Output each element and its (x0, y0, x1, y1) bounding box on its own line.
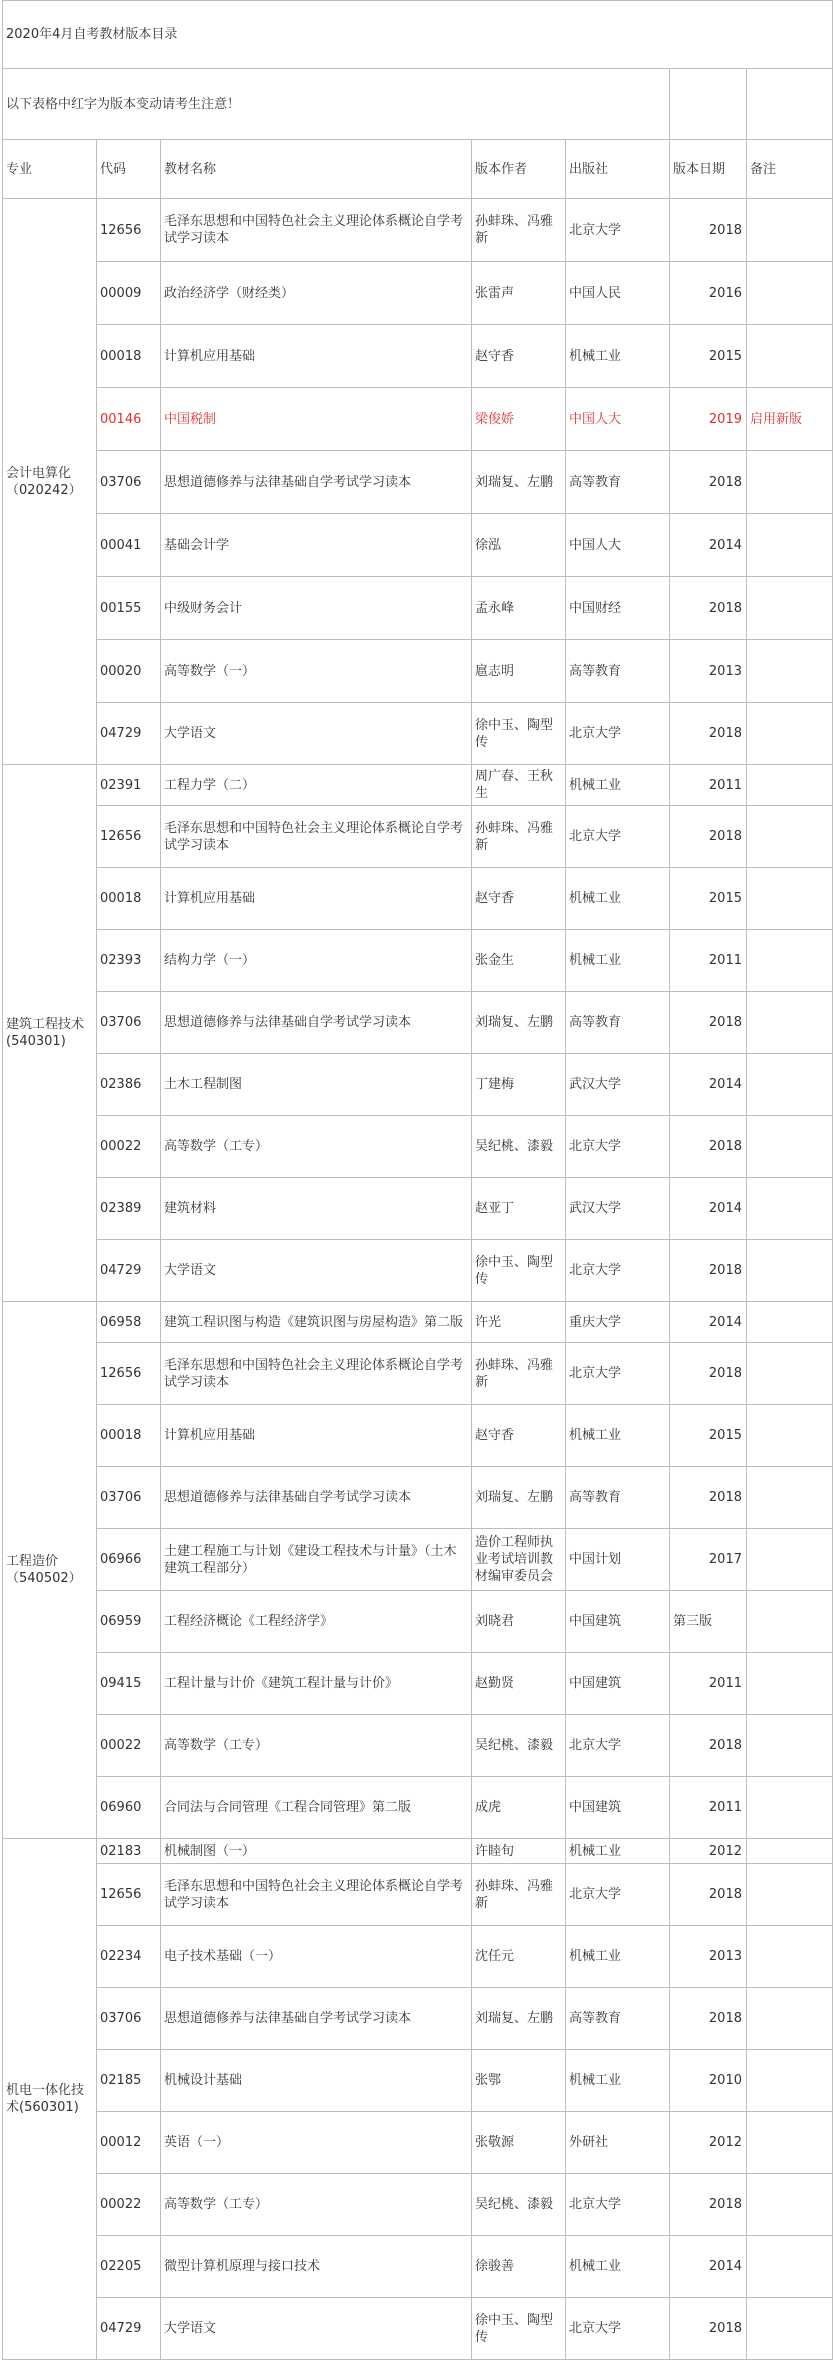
publisher-cell: 中国建筑 (566, 1653, 670, 1715)
date-cell: 2018 (670, 1467, 747, 1529)
note-cell (747, 765, 833, 806)
note-cell (747, 2112, 833, 2174)
header-author: 版本作者 (472, 140, 566, 199)
table-row (3, 930, 833, 992)
code-cell: 02393 (97, 930, 161, 992)
date-cell: 2013 (670, 640, 747, 703)
table-row (3, 1988, 833, 2050)
date-cell: 2010 (670, 2050, 747, 2112)
author-cell: 徐中玉、陶型传 (472, 1240, 566, 1302)
author-cell: 刘晓君 (472, 1591, 566, 1653)
code-cell: 00022 (97, 2174, 161, 2236)
publisher-cell: 北京大学 (566, 2298, 670, 2360)
table-row (3, 325, 833, 388)
author-cell: 徐骏善 (472, 2236, 566, 2298)
book-name-cell: 建筑材料 (161, 1178, 472, 1240)
publisher-cell: 高等教育 (566, 640, 670, 703)
publisher-cell: 外研社 (566, 2112, 670, 2174)
book-name-cell: 毛泽东思想和中国特色社会主义理论体系概论自学考试学习读本 (161, 1864, 472, 1926)
note-cell (747, 1864, 833, 1926)
publisher-cell: 机械工业 (566, 1405, 670, 1467)
date-cell: 2018 (670, 992, 747, 1054)
note-cell (747, 2298, 833, 2360)
author-cell: 赵守香 (472, 1405, 566, 1467)
book-name-cell: 中级财务会计 (161, 577, 472, 640)
book-name-cell: 工程经济概论《工程经济学》 (161, 1591, 472, 1653)
code-cell: 00009 (97, 262, 161, 325)
table-row (3, 2236, 833, 2298)
book-name-cell: 结构力学（一） (161, 930, 472, 992)
code-cell: 03706 (97, 451, 161, 514)
code-cell: 04729 (97, 1240, 161, 1302)
code-cell: 06960 (97, 1777, 161, 1839)
publisher-cell: 北京大学 (566, 1343, 670, 1405)
note-cell (747, 868, 833, 930)
book-name-cell: 思想道德修养与法律基础自学考试学习读本 (161, 1988, 472, 2050)
note-cell (747, 2236, 833, 2298)
code-cell: 00018 (97, 1405, 161, 1467)
author-cell: 徐泓 (472, 514, 566, 577)
note-cell: 启用新版 (747, 388, 833, 451)
note-cell (747, 262, 833, 325)
code-cell: 00022 (97, 1715, 161, 1777)
publisher-cell: 重庆大学 (566, 1302, 670, 1343)
note-cell (747, 199, 833, 262)
code-cell: 03706 (97, 1467, 161, 1529)
author-cell: 刘瑞复、左鹏 (472, 1467, 566, 1529)
note-cell (747, 2050, 833, 2112)
header-row (3, 140, 833, 199)
header-major: 专业 (3, 140, 97, 199)
date-cell: 2014 (670, 1178, 747, 1240)
date-cell: 第三版 (670, 1591, 747, 1653)
author-cell: 孙蚌珠、冯雅新 (472, 1864, 566, 1926)
note-cell (747, 703, 833, 765)
code-cell: 00018 (97, 325, 161, 388)
publisher-cell: 机械工业 (566, 2050, 670, 2112)
author-cell: 孙蚌珠、冯雅新 (472, 806, 566, 868)
date-cell: 2017 (670, 1529, 747, 1591)
code-cell: 06958 (97, 1302, 161, 1343)
date-cell: 2014 (670, 514, 747, 577)
author-cell: 成虎 (472, 1777, 566, 1839)
author-cell: 孙蚌珠、冯雅新 (472, 199, 566, 262)
table-row (3, 451, 833, 514)
note-cell (747, 806, 833, 868)
book-name-cell: 计算机应用基础 (161, 325, 472, 388)
note-cell (747, 1591, 833, 1653)
code-cell: 12656 (97, 806, 161, 868)
author-cell: 吴纪桃、漆毅 (472, 1715, 566, 1777)
date-cell: 2013 (670, 1926, 747, 1988)
publisher-cell: 高等教育 (566, 1467, 670, 1529)
code-cell: 06966 (97, 1529, 161, 1591)
code-cell: 12656 (97, 1864, 161, 1926)
table-row (3, 2174, 833, 2236)
author-cell: 张敬源 (472, 2112, 566, 2174)
table-row (3, 806, 833, 868)
date-cell: 2018 (670, 1116, 747, 1178)
note-cell (747, 577, 833, 640)
table-row (3, 1302, 833, 1343)
publisher-cell: 武汉大学 (566, 1054, 670, 1116)
note-cell (747, 1715, 833, 1777)
book-name-cell: 电子技术基础（一） (161, 1926, 472, 1988)
note-cell (747, 640, 833, 703)
code-cell: 03706 (97, 992, 161, 1054)
code-cell: 09415 (97, 1653, 161, 1715)
date-cell: 2018 (670, 1988, 747, 2050)
date-cell: 2014 (670, 1302, 747, 1343)
table-row (3, 388, 833, 451)
book-name-cell: 毛泽东思想和中国特色社会主义理论体系概论自学考试学习读本 (161, 806, 472, 868)
author-cell: 张金生 (472, 930, 566, 992)
book-name-cell: 政治经济学（财经类） (161, 262, 472, 325)
table-row (3, 1653, 833, 1715)
table-row (3, 2050, 833, 2112)
note-cell (747, 1467, 833, 1529)
book-name-cell: 合同法与合同管理《工程合同管理》第二版 (161, 1777, 472, 1839)
author-cell: 吴纪桃、漆毅 (472, 1116, 566, 1178)
book-name-cell: 毛泽东思想和中国特色社会主义理论体系概论自学考试学习读本 (161, 199, 472, 262)
publisher-cell: 机械工业 (566, 325, 670, 388)
code-cell: 00041 (97, 514, 161, 577)
date-cell: 2018 (670, 199, 747, 262)
note-cell (747, 1178, 833, 1240)
book-name-cell: 土木工程制图 (161, 1054, 472, 1116)
publisher-cell: 机械工业 (566, 1926, 670, 1988)
book-name-cell: 毛泽东思想和中国特色社会主义理论体系概论自学考试学习读本 (161, 1343, 472, 1405)
author-cell: 刘瑞复、左鹏 (472, 1988, 566, 2050)
publisher-cell: 机械工业 (566, 930, 670, 992)
author-cell: 徐中玉、陶型传 (472, 2298, 566, 2360)
publisher-cell: 机械工业 (566, 868, 670, 930)
code-cell: 02391 (97, 765, 161, 806)
author-cell: 吴纪桃、漆毅 (472, 2174, 566, 2236)
publisher-cell: 北京大学 (566, 2174, 670, 2236)
publisher-cell: 北京大学 (566, 1116, 670, 1178)
publisher-cell: 中国财经 (566, 577, 670, 640)
note-cell (747, 1839, 833, 1864)
date-cell: 2018 (670, 2298, 747, 2360)
publisher-cell: 北京大学 (566, 806, 670, 868)
publisher-cell: 机械工业 (566, 765, 670, 806)
book-name-cell: 高等数学（一） (161, 640, 472, 703)
code-cell: 00012 (97, 2112, 161, 2174)
table-row (3, 1591, 833, 1653)
book-name-cell: 计算机应用基础 (161, 868, 472, 930)
note-cell (747, 992, 833, 1054)
table-row (3, 199, 833, 262)
date-cell: 2011 (670, 1777, 747, 1839)
table-row (3, 1529, 833, 1591)
table-row (3, 1777, 833, 1839)
major-name-cell: 机电一体化技术(560301) (3, 1839, 97, 2360)
book-name-cell: 思想道德修养与法律基础自学考试学习读本 (161, 451, 472, 514)
book-name-cell: 思想道德修养与法律基础自学考试学习读本 (161, 1467, 472, 1529)
table-row (3, 2112, 833, 2174)
code-cell: 00155 (97, 577, 161, 640)
note-cell (747, 1926, 833, 1988)
date-cell: 2019 (670, 388, 747, 451)
date-cell: 2018 (670, 703, 747, 765)
table-row (3, 1864, 833, 1926)
author-cell: 许光 (472, 1302, 566, 1343)
notice-empty-cell (670, 69, 747, 140)
author-cell: 许睦旬 (472, 1839, 566, 1864)
table-row (3, 514, 833, 577)
date-cell: 2015 (670, 1405, 747, 1467)
notice-row (3, 69, 833, 140)
date-cell: 2018 (670, 806, 747, 868)
publisher-cell: 机械工业 (566, 2236, 670, 2298)
publisher-cell: 中国计划 (566, 1529, 670, 1591)
author-cell: 赵亚丁 (472, 1178, 566, 1240)
author-cell: 孙蚌珠、冯雅新 (472, 1343, 566, 1405)
table-row (3, 1467, 833, 1529)
date-cell: 2018 (670, 1715, 747, 1777)
table-row (3, 1926, 833, 1988)
author-cell: 扈志明 (472, 640, 566, 703)
publisher-cell: 中国建筑 (566, 1591, 670, 1653)
author-cell: 周广春、王秋生 (472, 765, 566, 806)
code-cell: 03706 (97, 1988, 161, 2050)
code-cell: 02183 (97, 1839, 161, 1864)
note-cell (747, 1343, 833, 1405)
major-name-cell: 会计电算化（020242） (3, 199, 97, 765)
table-row (3, 1116, 833, 1178)
book-name-cell: 大学语文 (161, 2298, 472, 2360)
publisher-cell: 机械工业 (566, 1839, 670, 1864)
author-cell: 丁建梅 (472, 1054, 566, 1116)
date-cell: 2018 (670, 451, 747, 514)
table-row (3, 703, 833, 765)
date-cell: 2011 (670, 765, 747, 806)
table-row (3, 2298, 833, 2360)
author-cell: 孟永峰 (472, 577, 566, 640)
author-cell: 造价工程师执业考试培训教材编审委员会 (472, 1529, 566, 1591)
publisher-cell: 北京大学 (566, 703, 670, 765)
table-row (3, 1405, 833, 1467)
date-cell: 2018 (670, 2174, 747, 2236)
header-book: 教材名称 (161, 140, 472, 199)
book-name-cell: 建筑工程识图与构造《建筑识图与房屋构造》第二版 (161, 1302, 472, 1343)
note-cell (747, 1116, 833, 1178)
book-name-cell: 机械设计基础 (161, 2050, 472, 2112)
code-cell: 02389 (97, 1178, 161, 1240)
book-name-cell: 英语（一） (161, 2112, 472, 2174)
book-name-cell: 中国税制 (161, 388, 472, 451)
major-name-cell: 建筑工程技术(540301) (3, 765, 97, 1302)
table-row (3, 640, 833, 703)
code-cell: 00020 (97, 640, 161, 703)
publisher-cell: 高等教育 (566, 1988, 670, 2050)
date-cell: 2018 (670, 1240, 747, 1302)
author-cell: 赵守香 (472, 325, 566, 388)
publisher-cell: 北京大学 (566, 1864, 670, 1926)
book-name-cell: 大学语文 (161, 703, 472, 765)
book-name-cell: 计算机应用基础 (161, 1405, 472, 1467)
catalog-title: 2020年4月自考教材版本目录 (3, 1, 833, 69)
publisher-cell: 武汉大学 (566, 1178, 670, 1240)
date-cell: 2018 (670, 1343, 747, 1405)
code-cell: 02185 (97, 2050, 161, 2112)
table-row (3, 1343, 833, 1405)
date-cell: 2012 (670, 1839, 747, 1864)
code-cell: 12656 (97, 1343, 161, 1405)
code-cell: 02386 (97, 1054, 161, 1116)
header-date: 版本日期 (670, 140, 747, 199)
code-cell: 04729 (97, 703, 161, 765)
note-cell (747, 1653, 833, 1715)
table-row (3, 262, 833, 325)
header-note: 备注 (747, 140, 833, 199)
note-cell (747, 451, 833, 514)
note-cell (747, 1302, 833, 1343)
book-name-cell: 工程力学（二） (161, 765, 472, 806)
table-row (3, 1240, 833, 1302)
publisher-cell: 中国人大 (566, 514, 670, 577)
note-cell (747, 930, 833, 992)
author-cell: 张鄂 (472, 2050, 566, 2112)
book-name-cell: 土建工程施工与计划《建设工程技术与计量》（土木建筑工程部分） (161, 1529, 472, 1591)
table-row (3, 1054, 833, 1116)
table-row (3, 1715, 833, 1777)
publisher-cell: 北京大学 (566, 1715, 670, 1777)
notice-empty-cell (747, 69, 833, 140)
author-cell: 刘瑞复、左鹏 (472, 992, 566, 1054)
note-cell (747, 1988, 833, 2050)
major-name-cell: 工程造价（540502） (3, 1302, 97, 1839)
author-cell: 刘瑞复、左鹏 (472, 451, 566, 514)
publisher-cell: 北京大学 (566, 199, 670, 262)
publisher-cell: 北京大学 (566, 1240, 670, 1302)
code-cell: 00146 (97, 388, 161, 451)
publisher-cell: 高等教育 (566, 451, 670, 514)
book-name-cell: 高等数学（工专） (161, 1715, 472, 1777)
book-name-cell: 基础会计学 (161, 514, 472, 577)
book-name-cell: 大学语文 (161, 1240, 472, 1302)
header-publisher: 出版社 (566, 140, 670, 199)
code-cell: 00018 (97, 868, 161, 930)
note-cell (747, 2174, 833, 2236)
code-cell: 02205 (97, 2236, 161, 2298)
code-cell: 00022 (97, 1116, 161, 1178)
table-row (3, 765, 833, 806)
publisher-cell: 高等教育 (566, 992, 670, 1054)
date-cell: 2011 (670, 1653, 747, 1715)
author-cell: 沈任元 (472, 1926, 566, 1988)
table-row (3, 1839, 833, 1864)
title-row (3, 1, 833, 69)
note-cell (747, 325, 833, 388)
table-row (3, 868, 833, 930)
table-row (3, 992, 833, 1054)
book-name-cell: 微型计算机原理与接口技术 (161, 2236, 472, 2298)
date-cell: 2014 (670, 1054, 747, 1116)
publisher-cell: 中国建筑 (566, 1777, 670, 1839)
author-cell: 梁俊娇 (472, 388, 566, 451)
author-cell: 赵守香 (472, 868, 566, 930)
notice-text: 以下表格中红字为版本变动请考生注意！ (3, 69, 670, 140)
book-name-cell: 机械制图（一） (161, 1839, 472, 1864)
date-cell: 2018 (670, 1864, 747, 1926)
author-cell: 赵勤贤 (472, 1653, 566, 1715)
note-cell (747, 1054, 833, 1116)
date-cell: 2018 (670, 577, 747, 640)
note-cell (747, 514, 833, 577)
date-cell: 2016 (670, 262, 747, 325)
book-name-cell: 高等数学（工专） (161, 2174, 472, 2236)
code-cell: 12656 (97, 199, 161, 262)
table-row (3, 1178, 833, 1240)
book-name-cell: 工程计量与计价《建筑工程计量与计价》 (161, 1653, 472, 1715)
code-cell: 04729 (97, 2298, 161, 2360)
header-code: 代码 (97, 140, 161, 199)
date-cell: 2011 (670, 930, 747, 992)
date-cell: 2014 (670, 2236, 747, 2298)
code-cell: 02234 (97, 1926, 161, 1988)
date-cell: 2012 (670, 2112, 747, 2174)
book-name-cell: 思想道德修养与法律基础自学考试学习读本 (161, 992, 472, 1054)
note-cell (747, 1240, 833, 1302)
textbook-catalog-table (2, 0, 833, 2360)
code-cell: 06959 (97, 1591, 161, 1653)
date-cell: 2015 (670, 325, 747, 388)
note-cell (747, 1777, 833, 1839)
author-cell: 徐中玉、陶型传 (472, 703, 566, 765)
date-cell: 2015 (670, 868, 747, 930)
author-cell: 张雷声 (472, 262, 566, 325)
note-cell (747, 1529, 833, 1591)
table-row (3, 577, 833, 640)
publisher-cell: 中国人大 (566, 388, 670, 451)
publisher-cell: 中国人民 (566, 262, 670, 325)
book-name-cell: 高等数学（工专） (161, 1116, 472, 1178)
note-cell (747, 1405, 833, 1467)
